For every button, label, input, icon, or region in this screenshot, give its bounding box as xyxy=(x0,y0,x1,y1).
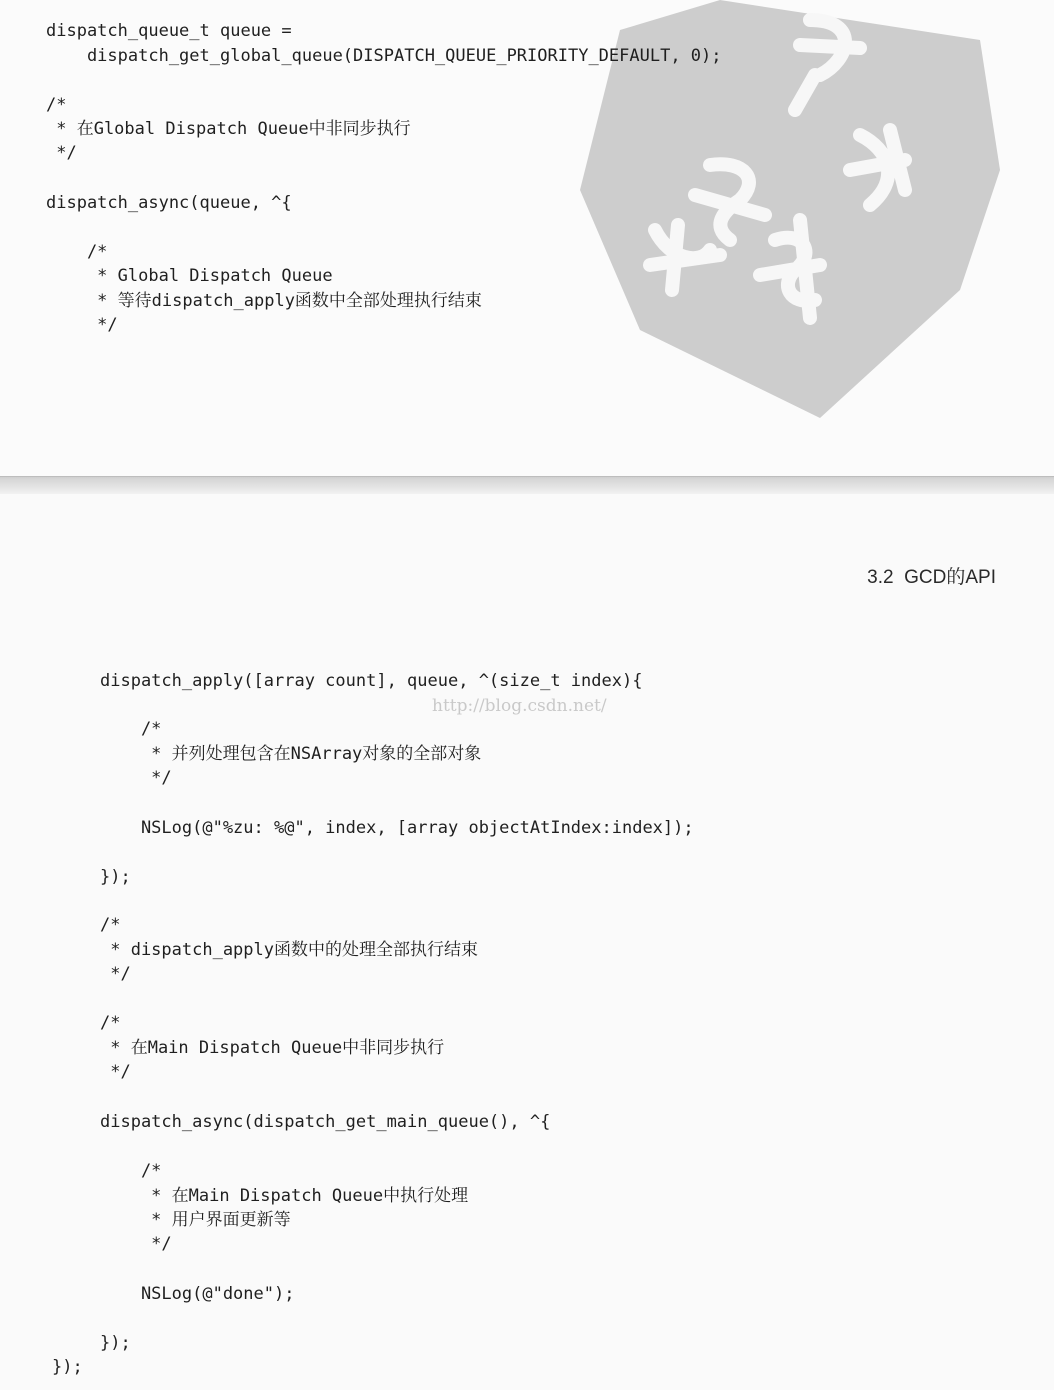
code-line: * Global Dispatch Queue xyxy=(46,266,333,286)
code-line: dispatch_queue_t queue = xyxy=(46,21,292,41)
code-line: * 并列处理包含在NSArray对象的全部对象 xyxy=(100,744,482,764)
code-line: * 等待dispatch_apply函数中全部处理执行结束 xyxy=(46,291,482,311)
page-separator xyxy=(0,476,1054,494)
code-line: }); xyxy=(100,867,131,887)
code-line: dispatch_async(dispatch_get_main_queue(), ^{ xyxy=(100,1112,551,1132)
code-line: * 在Main Dispatch Queue中非同步执行 xyxy=(100,1038,445,1058)
code-line: /* xyxy=(100,1013,121,1033)
code-line: */ xyxy=(100,1062,131,1082)
code-line: * dispatch_apply函数中的处理全部执行结束 xyxy=(100,940,478,960)
code-line: /* xyxy=(100,719,162,739)
code-line: * 在Global Dispatch Queue中非同步执行 xyxy=(46,119,411,139)
code-line: /* xyxy=(100,915,121,935)
code-line: }); xyxy=(100,1333,131,1353)
code-line: NSLog(@"done"); xyxy=(100,1284,295,1304)
running-head: 3.2 GCD的API xyxy=(867,567,996,588)
watermark-url: http://blog.csdn.net/ xyxy=(432,696,607,716)
code-line: dispatch_get_global_queue(DISPATCH_QUEUE_PRIORITY_DEFAULT, 0); xyxy=(46,46,722,66)
code-line: * 在Main Dispatch Queue中执行处理 xyxy=(100,1186,469,1206)
code-line: */ xyxy=(46,143,77,163)
code-line: /* xyxy=(46,95,67,115)
code-line: }); xyxy=(52,1357,83,1377)
code-line: dispatch_apply([array count], queue, ^(size_t index){ xyxy=(100,671,643,691)
code-line: NSLog(@"%zu: %@", index, [array objectAtIndex:index]); xyxy=(100,818,694,838)
code-line: * 用户界面更新等 xyxy=(100,1210,291,1230)
code-line: */ xyxy=(100,964,131,984)
code-line: */ xyxy=(100,1234,172,1254)
code-line: /* xyxy=(100,1161,162,1181)
code-line: dispatch_async(queue, ^{ xyxy=(46,193,292,213)
top-page xyxy=(0,0,1054,476)
code-line: /* xyxy=(46,242,108,262)
code-line: */ xyxy=(100,768,172,788)
code-line: */ xyxy=(46,315,118,335)
bottom-page xyxy=(0,494,1054,1390)
